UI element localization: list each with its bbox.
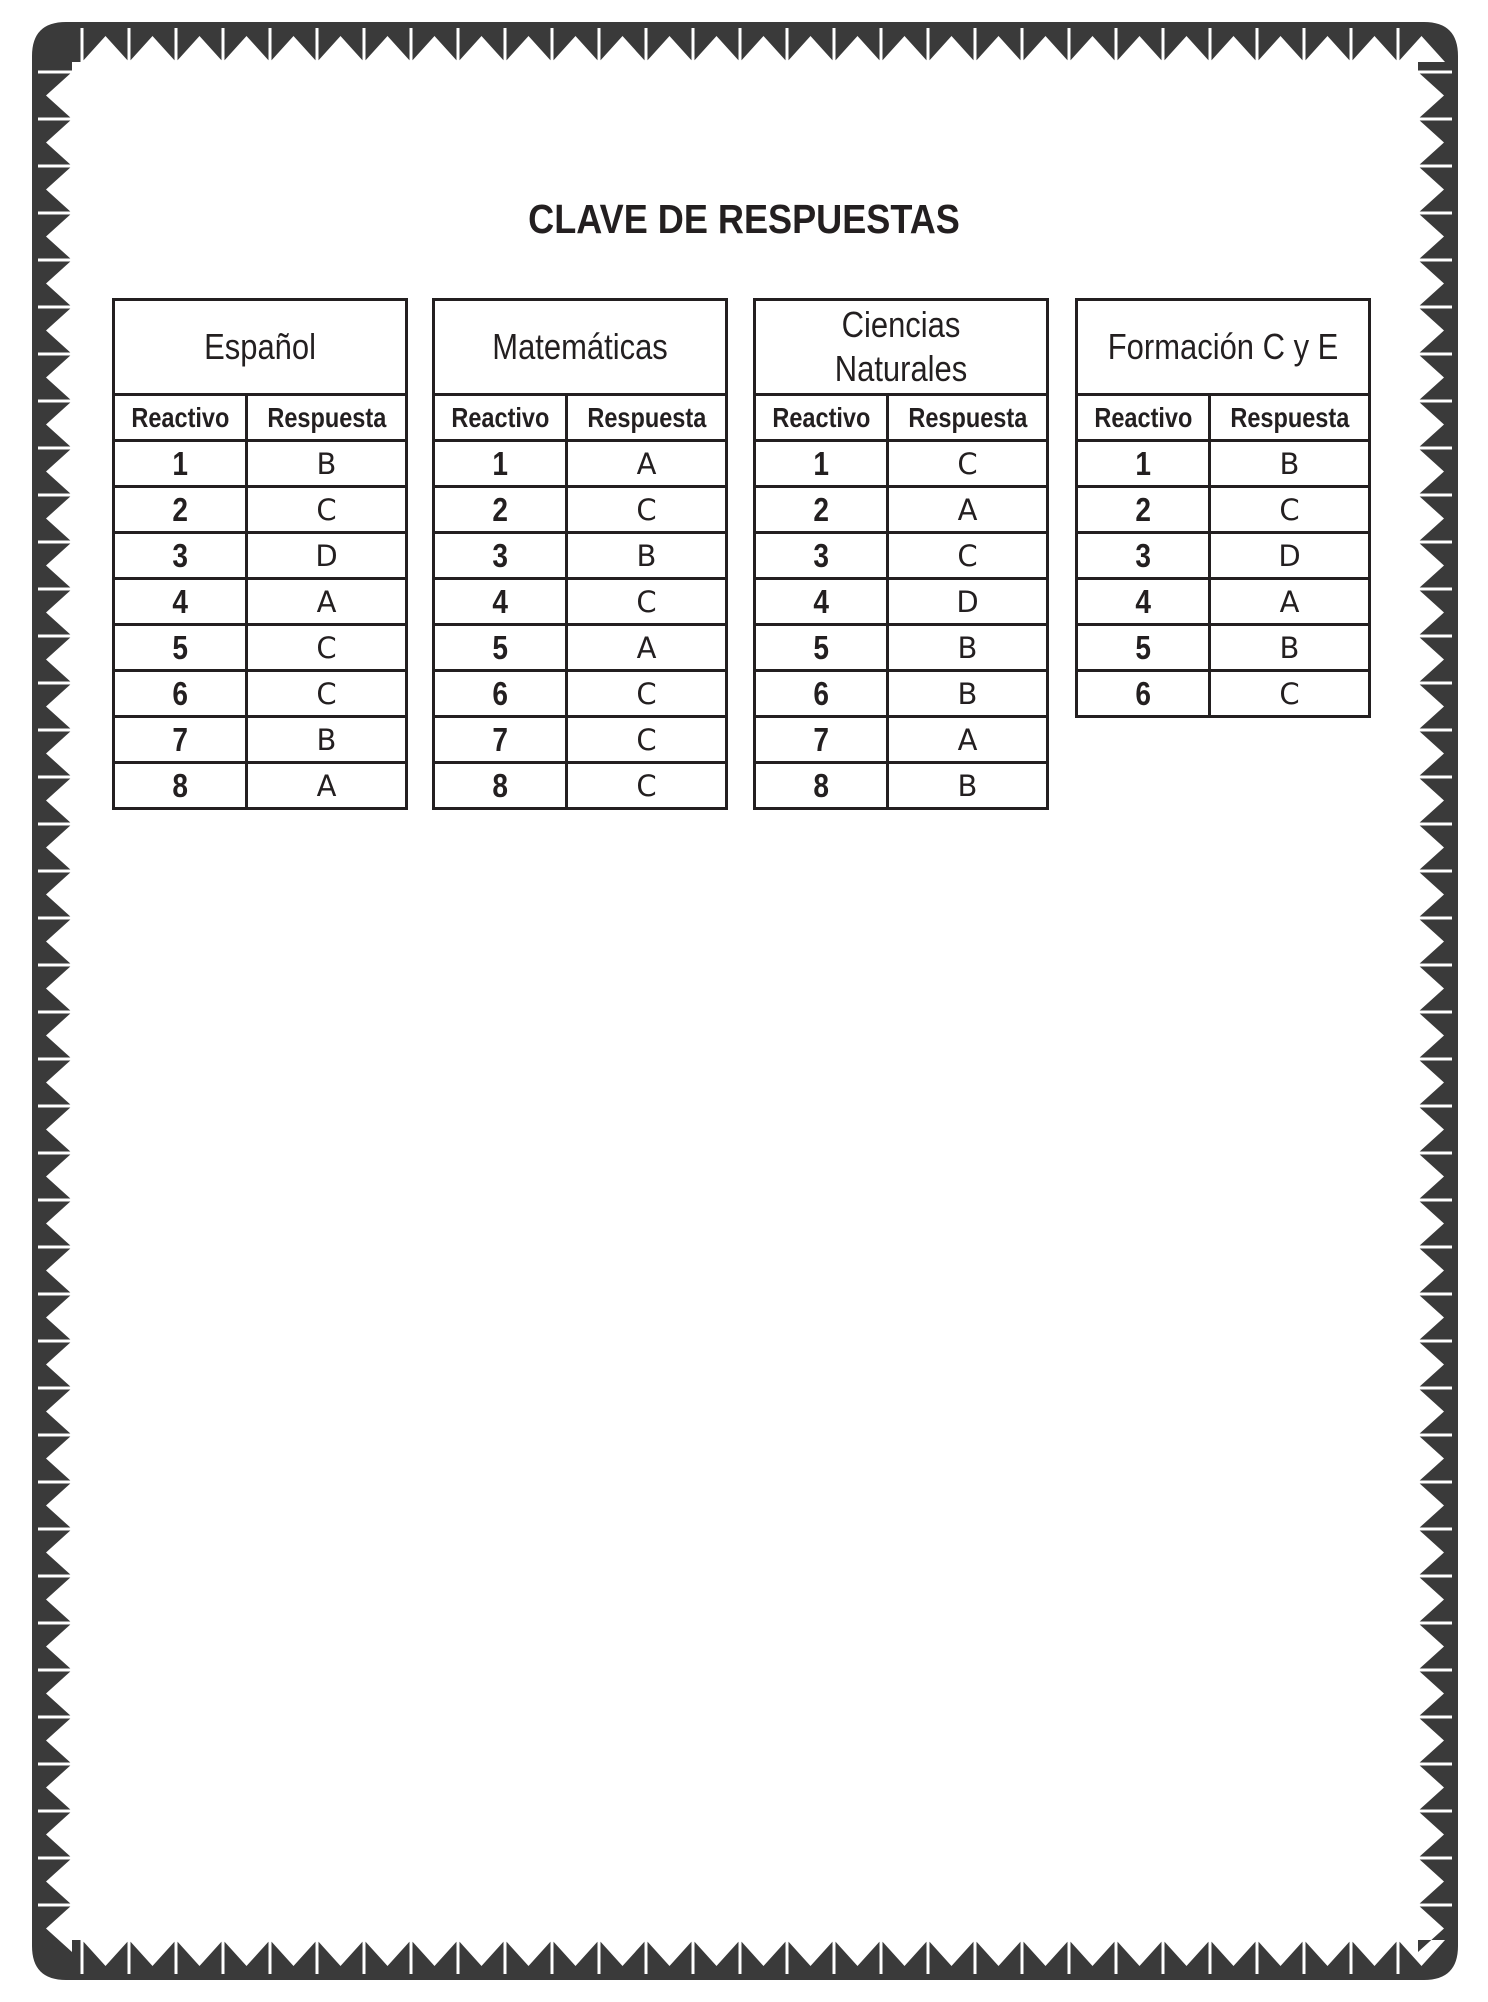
table-row [1077, 671, 1370, 717]
answer-letter: C [1210, 671, 1370, 717]
table-row [434, 671, 727, 717]
answer-letter: D [1210, 533, 1370, 579]
table-row [114, 533, 407, 579]
item-number: 3 [755, 533, 888, 579]
page-title: CLAVE DE RESPUESTAS [528, 196, 960, 242]
answer-letter: B [247, 717, 407, 763]
item-number: 7 [755, 717, 888, 763]
answer-letter: C [567, 763, 727, 809]
answer-letter: A [567, 441, 727, 487]
answer-letter: C [1210, 487, 1370, 533]
column-header-respuesta: Respuesta [247, 395, 407, 441]
item-number: 1 [1077, 441, 1210, 487]
column-header-reactivo: Reactivo [1077, 395, 1210, 441]
item-number: 4 [434, 579, 567, 625]
table-row [755, 671, 1048, 717]
column-header-reactivo: Reactivo [434, 395, 567, 441]
item-number: 8 [114, 763, 247, 809]
item-number: 6 [755, 671, 888, 717]
answer-table-ciencias-naturales [753, 298, 1049, 810]
table-row [755, 579, 1048, 625]
table-row [434, 717, 727, 763]
table-row [1077, 579, 1370, 625]
answer-table-formacion [1075, 298, 1371, 718]
item-number: 7 [434, 717, 567, 763]
answer-letter: B [888, 625, 1048, 671]
item-number: 4 [755, 579, 888, 625]
column-header-respuesta: Respuesta [888, 395, 1048, 441]
answer-letter: B [1210, 441, 1370, 487]
table-row [1077, 487, 1370, 533]
answer-letter: A [247, 763, 407, 809]
item-number: 4 [114, 579, 247, 625]
answer-letter: D [888, 579, 1048, 625]
table-row [114, 763, 407, 809]
table-row [114, 441, 407, 487]
answer-letter: C [247, 625, 407, 671]
item-number: 5 [114, 625, 247, 671]
table-row [114, 625, 407, 671]
table-row [1077, 441, 1370, 487]
table-row [434, 533, 727, 579]
answer-table-matematicas [432, 298, 728, 810]
item-number: 8 [434, 763, 567, 809]
table-row [1077, 625, 1370, 671]
table-row [755, 487, 1048, 533]
column-header-respuesta: Respuesta [567, 395, 727, 441]
table-row [114, 717, 407, 763]
answer-table-espanol [112, 298, 408, 810]
answer-letter: C [888, 441, 1048, 487]
answer-letter: B [888, 671, 1048, 717]
item-number: 1 [755, 441, 888, 487]
answer-letter: B [567, 533, 727, 579]
table-row [755, 533, 1048, 579]
table-row [755, 441, 1048, 487]
table-row [434, 487, 727, 533]
item-number: 3 [1077, 533, 1210, 579]
column-header-respuesta: Respuesta [1210, 395, 1370, 441]
answer-letter: C [567, 487, 727, 533]
column-header-reactivo: Reactivo [114, 395, 247, 441]
answer-letter: B [888, 763, 1048, 809]
item-number: 5 [755, 625, 888, 671]
subject-header: Matemáticas [434, 300, 727, 395]
answer-letter: A [1210, 579, 1370, 625]
item-number: 5 [434, 625, 567, 671]
item-number: 2 [755, 487, 888, 533]
item-number: 6 [1077, 671, 1210, 717]
item-number: 2 [1077, 487, 1210, 533]
item-number: 3 [114, 533, 247, 579]
table-row [114, 487, 407, 533]
answer-letter: C [247, 487, 407, 533]
item-number: 4 [1077, 579, 1210, 625]
item-number: 2 [114, 487, 247, 533]
item-number: 8 [755, 763, 888, 809]
column-header-reactivo: Reactivo [755, 395, 888, 441]
answer-letter: C [567, 579, 727, 625]
answer-letter: B [247, 441, 407, 487]
table-row [755, 763, 1048, 809]
answer-letter: C [888, 533, 1048, 579]
item-number: 1 [434, 441, 567, 487]
subject-header: Español [114, 300, 407, 395]
answer-letter: C [567, 671, 727, 717]
table-row [755, 717, 1048, 763]
item-number: 3 [434, 533, 567, 579]
item-number: 1 [114, 441, 247, 487]
answer-letter: D [247, 533, 407, 579]
answer-letter: A [567, 625, 727, 671]
table-row [434, 763, 727, 809]
subject-header: Ciencias Naturales [755, 300, 1048, 395]
table-row [434, 579, 727, 625]
answer-letter: A [247, 579, 407, 625]
item-number: 6 [114, 671, 247, 717]
table-row [114, 579, 407, 625]
answer-letter: A [888, 487, 1048, 533]
item-number: 2 [434, 487, 567, 533]
answer-letter: C [247, 671, 407, 717]
table-row [434, 441, 727, 487]
subject-header: Formación C y E [1077, 300, 1370, 395]
item-number: 7 [114, 717, 247, 763]
table-row [434, 625, 727, 671]
answer-letter: C [567, 717, 727, 763]
table-row [114, 671, 407, 717]
table-row [1077, 533, 1370, 579]
table-row [755, 625, 1048, 671]
item-number: 5 [1077, 625, 1210, 671]
answer-letter: A [888, 717, 1048, 763]
item-number: 6 [434, 671, 567, 717]
answer-letter: B [1210, 625, 1370, 671]
